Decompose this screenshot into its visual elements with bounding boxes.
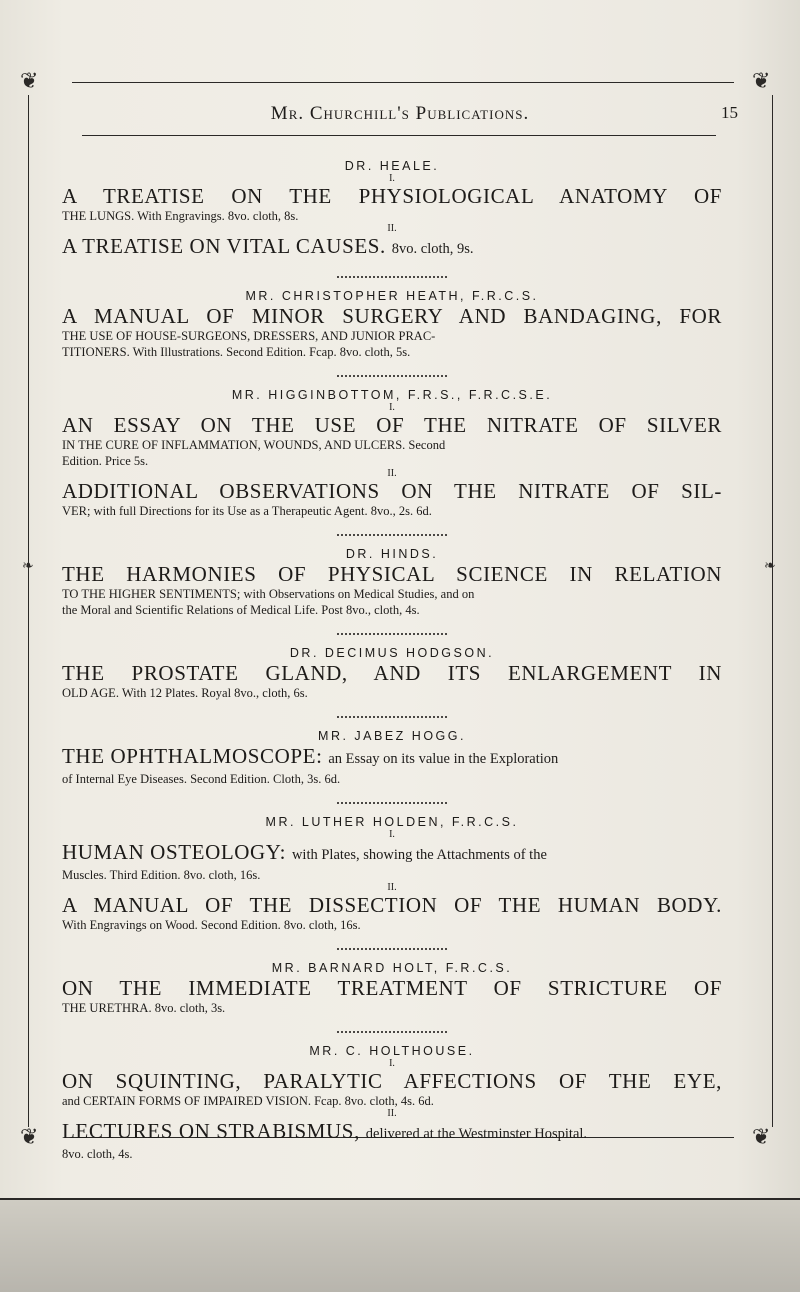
title-price: 8vo. cloth, 9s. xyxy=(391,241,474,257)
author-section xyxy=(62,158,722,261)
section-divider xyxy=(337,529,447,536)
section-divider xyxy=(337,1026,447,1033)
title-text: HUMAN OSTEOLOGY: xyxy=(62,840,287,864)
section-divider xyxy=(337,628,447,635)
title-text: A TREATISE ON VITAL CAUSES. xyxy=(62,234,386,258)
author-section xyxy=(62,814,722,933)
book-title xyxy=(62,234,722,261)
book-description: the Moral and Scientific Relations of Medical Life. Post 8vo., cloth, 4s. xyxy=(62,603,420,617)
author-section xyxy=(62,960,722,1016)
author-section xyxy=(62,645,722,701)
corner-ornament-top-left: ❦ xyxy=(20,68,39,93)
frame-top-rule xyxy=(72,82,734,83)
page-number: 15 xyxy=(721,103,738,122)
entry-numeral: II. xyxy=(387,1108,397,1119)
corner-ornament-bottom-left: ❦ xyxy=(20,1124,39,1149)
entry-numeral: I. xyxy=(389,1058,395,1069)
book-title: ADDITIONAL OBSERVATIONS ON THE NITRATE OF SIL- xyxy=(62,479,722,503)
author-name: DR. HEALE. xyxy=(344,159,440,173)
book-title: A MANUAL OF MINOR SURGERY AND BANDAGING, FOR xyxy=(62,304,722,328)
title-continuation: with Plates, showing the Attachments of the xyxy=(291,847,547,863)
author-section xyxy=(62,728,722,787)
book-title: A TREATISE ON THE PHYSIOLOGICAL ANATOMY OF xyxy=(62,184,722,208)
book-description: IN THE CURE OF INFLAMMATION, WOUNDS, AND ULCERS. Second xyxy=(62,438,446,452)
book-title: THE PROSTATE GLAND, AND ITS ENLARGEMENT IN xyxy=(62,661,722,685)
frame-right-rule xyxy=(772,95,773,1127)
book-description: and CERTAIN FORMS OF IMPAIRED VISION. Fcap. 8vo. cloth, 4s. 6d. xyxy=(62,1094,434,1108)
frame-subheader-rule xyxy=(82,135,716,136)
author-name: DR. DECIMUS HODGSON. xyxy=(289,646,495,660)
entry-numeral: I. xyxy=(389,829,395,840)
entry-numeral: I. xyxy=(389,402,395,413)
section-divider xyxy=(337,711,447,718)
author-name: MR. LUTHER HOLDEN, F.R.C.S. xyxy=(265,815,519,829)
entry-numeral: II. xyxy=(387,223,397,234)
corner-ornament-bottom-right: ❦ xyxy=(752,1124,771,1149)
running-title: Mr. Churchill's Publications. xyxy=(270,103,530,124)
book-description: THE URETHRA. 8vo. cloth, 3s. xyxy=(62,1001,226,1015)
book-title: ON SQUINTING, PARALYTIC AFFECTIONS OF THE EYE, xyxy=(62,1069,722,1093)
book-description: Edition. Price 5s. xyxy=(62,454,149,468)
side-ornament-left: ❧ xyxy=(22,559,34,574)
author-name: MR. HIGGINBOTTOM, F.R.S., F.R.C.S.E. xyxy=(231,388,553,402)
author-section xyxy=(62,1043,722,1162)
book-title xyxy=(62,744,722,771)
author-name: MR. BARNARD HOLT, F.R.C.S. xyxy=(271,961,513,975)
book-description: TO THE HIGHER SENTIMENTS; with Observations on Medical Studies, and on xyxy=(62,587,475,601)
book-title: ON THE IMMEDIATE TREATMENT OF STRICTURE OF xyxy=(62,976,722,1000)
book-title xyxy=(62,840,722,867)
section-divider xyxy=(337,797,447,804)
entry-numeral: I. xyxy=(389,173,395,184)
book-title: THE HARMONIES OF PHYSICAL SCIENCE IN RELATION xyxy=(62,562,722,586)
book-description: Muscles. Third Edition. 8vo. cloth, 16s. xyxy=(62,868,261,882)
author-section xyxy=(62,288,722,360)
corner-ornament-top-right: ❦ xyxy=(752,68,771,93)
book-title: AN ESSAY ON THE USE OF THE NITRATE OF SILVER xyxy=(62,413,722,437)
author-section xyxy=(62,546,722,618)
side-ornament-right: ❧ xyxy=(764,559,776,574)
author-name: MR. C. HOLTHOUSE. xyxy=(309,1044,475,1058)
book-description: 8vo. cloth, 4s. xyxy=(62,1147,133,1161)
author-name: MR. CHRISTOPHER HEATH, F.R.C.S. xyxy=(245,289,539,303)
book-description: TITIONERS. With Illustrations. Second Edition. Fcap. 8vo. cloth, 5s. xyxy=(62,345,411,359)
book-description: VER; with full Directions for its Use as a Therapeutic Agent. 8vo., 2s. 6d. xyxy=(62,504,432,518)
book-title xyxy=(62,1119,722,1146)
catalogue-list xyxy=(62,158,722,1162)
book-title: A MANUAL OF THE DISSECTION OF THE HUMAN BODY. xyxy=(62,893,722,917)
title-continuation: delivered at the Westminster Hospital. xyxy=(365,1126,588,1142)
title-text: LECTURES ON STRABISMUS, xyxy=(62,1119,360,1143)
frame-left-rule xyxy=(28,95,29,1127)
page-shadow xyxy=(0,1200,800,1292)
book-description: OLD AGE. With 12 Plates. Royal 8vo., cloth, 6s. xyxy=(62,686,308,700)
title-text: THE OPHTHALMOSCOPE: xyxy=(62,744,323,768)
section-divider xyxy=(337,370,447,377)
entry-numeral: II. xyxy=(387,882,397,893)
section-divider xyxy=(337,271,447,278)
book-description: THE LUNGS. With Engravings. 8vo. cloth, 8s. xyxy=(62,209,299,223)
book-description: of Internal Eye Diseases. Second Edition. Cloth, 3s. 6d. xyxy=(62,772,341,786)
author-name: MR. JABEZ HOGG. xyxy=(318,729,466,743)
entry-numeral: II. xyxy=(387,468,397,479)
title-continuation: an Essay on its value in the Exploration xyxy=(328,751,559,767)
section-divider xyxy=(337,943,447,950)
author-section xyxy=(62,387,722,519)
book-description: With Engravings on Wood. Second Edition. 8vo. cloth, 16s. xyxy=(62,918,361,932)
author-name: DR. HINDS. xyxy=(345,547,439,561)
book-description: THE USE OF HOUSE-SURGEONS, DRESSERS, AND JUNIOR PRAC- xyxy=(62,329,436,343)
